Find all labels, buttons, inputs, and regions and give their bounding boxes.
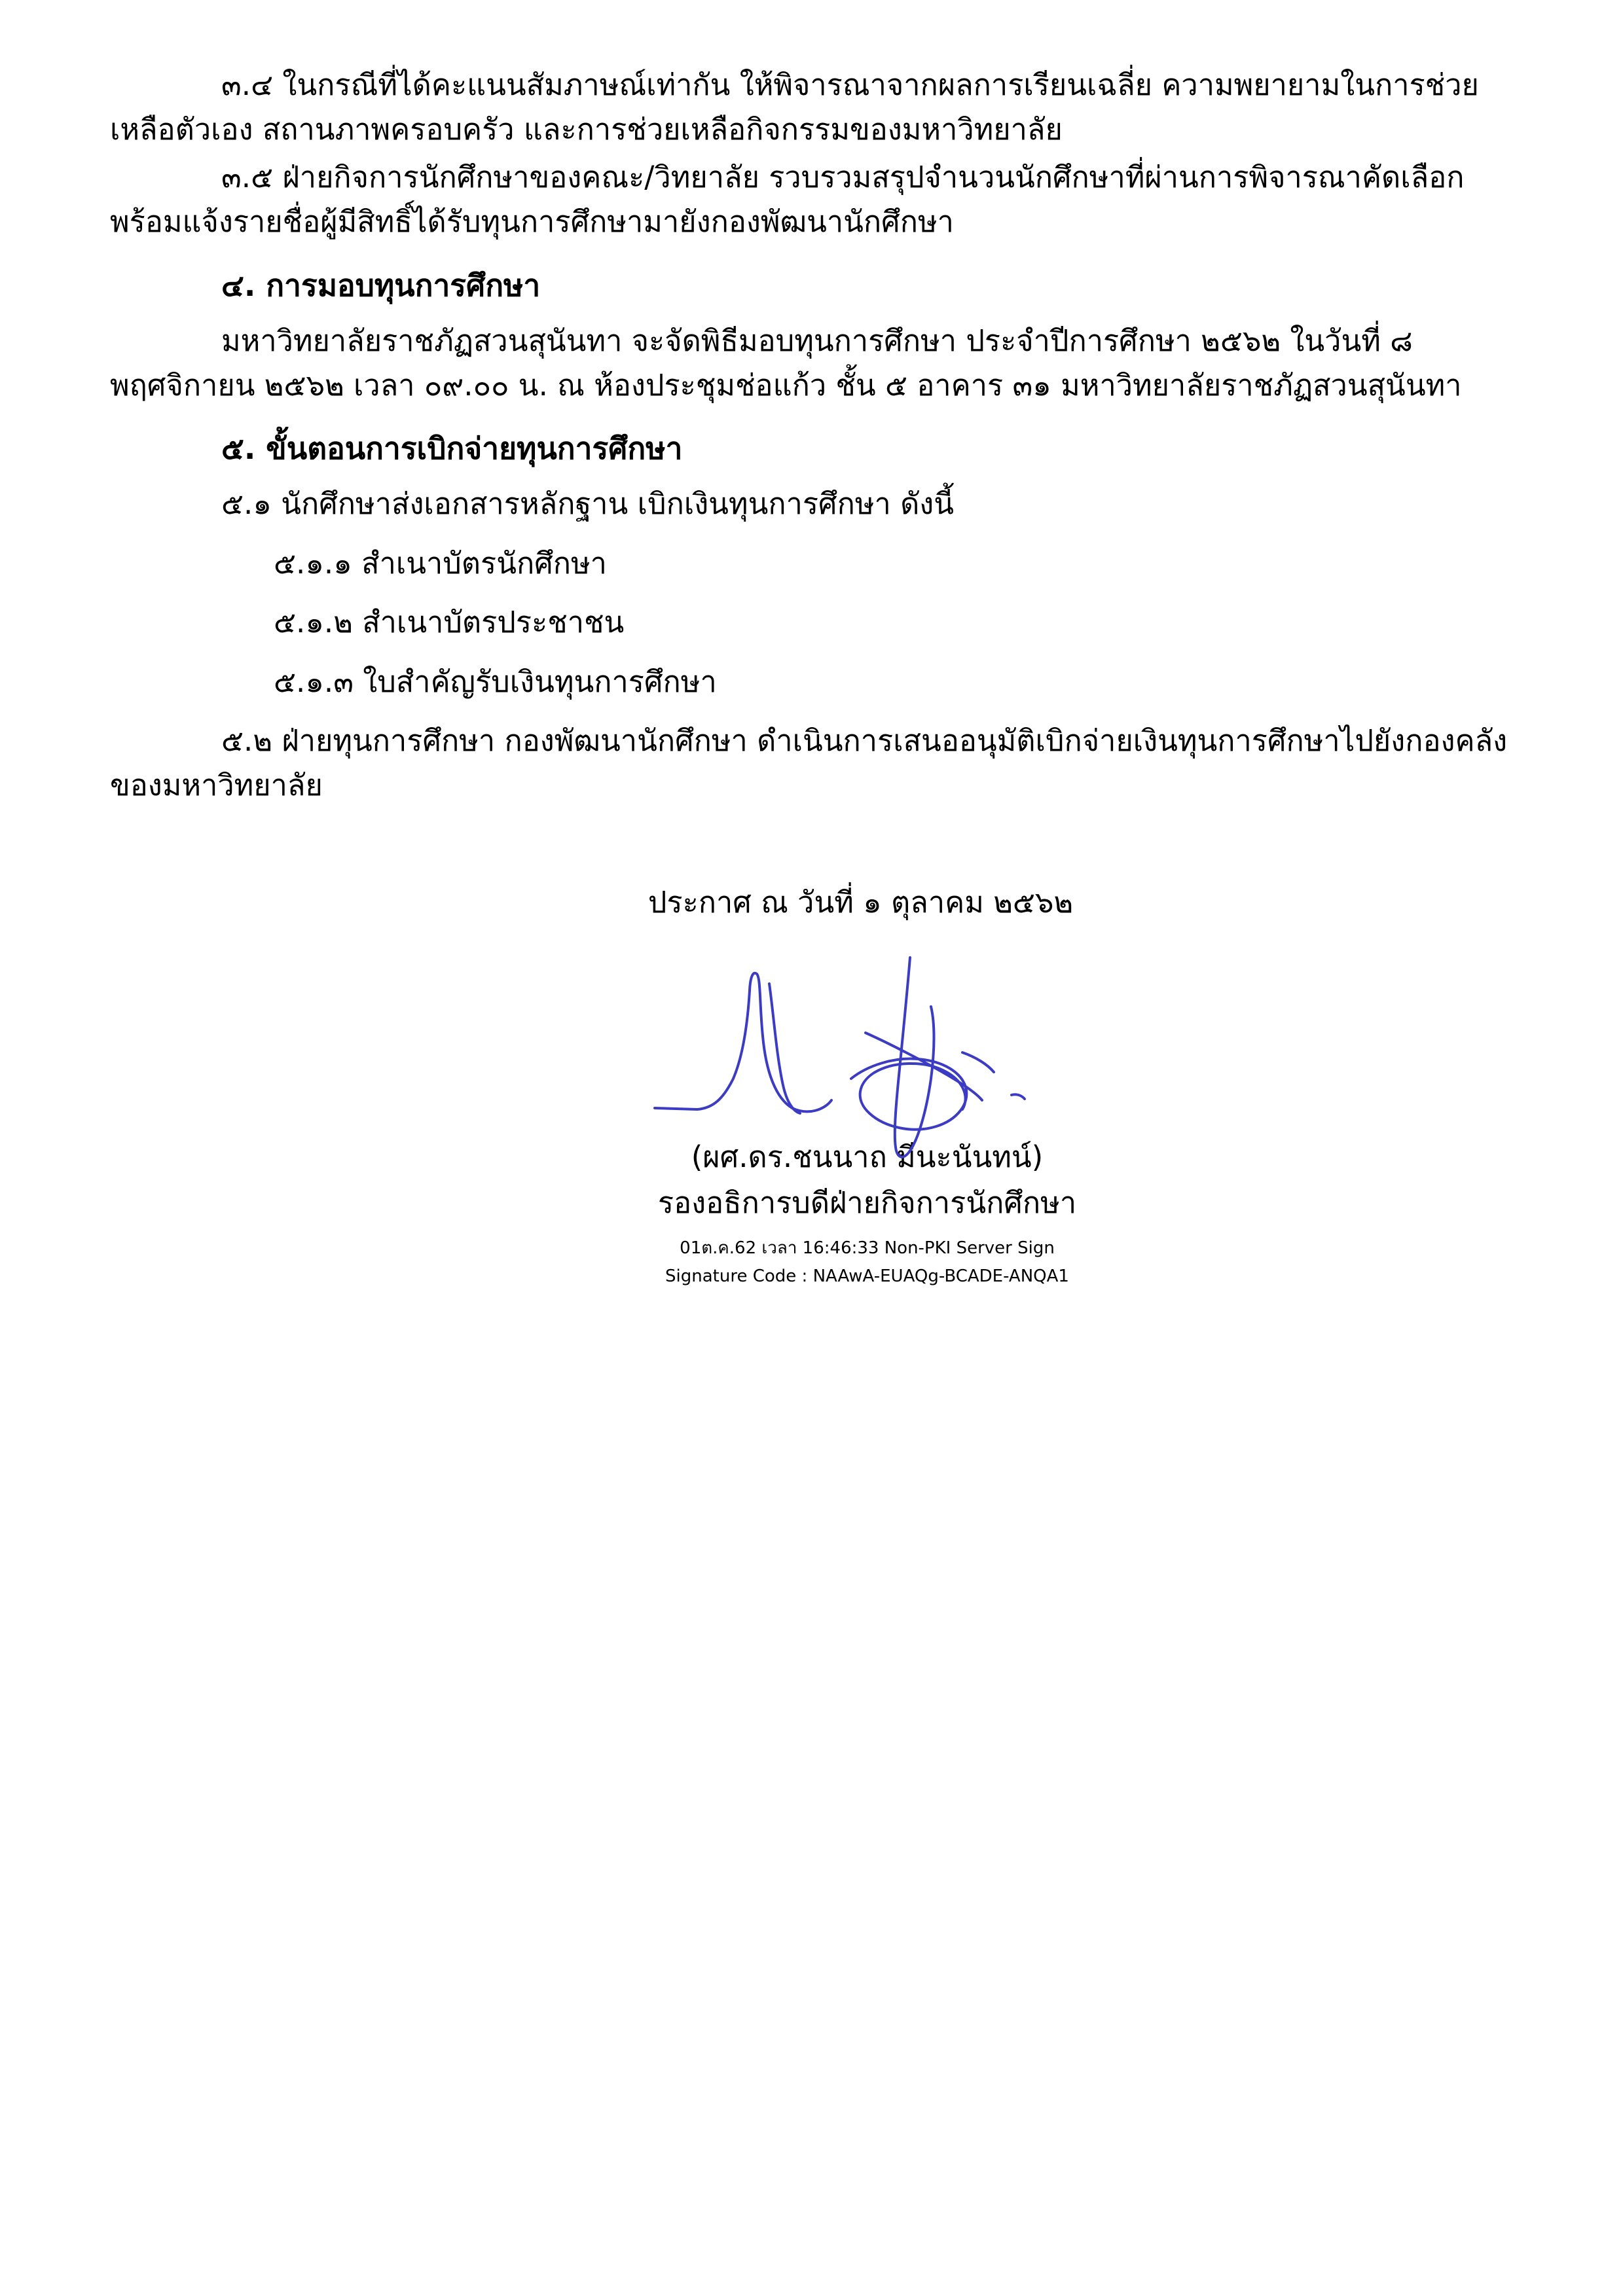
handwritten-signature-icon	[635, 944, 1106, 1180]
signature-area	[110, 938, 1513, 1287]
spacer	[110, 648, 1513, 660]
spacer	[110, 707, 1513, 719]
paragraph-item-5-1: ๕.๑ นักศึกษาส่งเอกสารหลักฐาน เบิกเงินทุนการศึกษา ดังนี้	[221, 486, 955, 522]
signer-position: รองอธิการบดีฝ่ายกิจการนักศึกษา	[657, 1185, 1077, 1220]
signer-name: (ผศ.ดร.ชนนาถ มีนะนันทน์)	[691, 1139, 1044, 1175]
paragraph-section-4: มหาวิทยาลัยราชภัฏสวนสุนันทา จะจัดพิธีมอบทุนการศึกษา ประจำปีการศึกษา ๒๕๖๒ ในวันที่ ๘ พฤศจิกายน ๒๕๖๒ เวลา ๐๙.๐๐ น. ณ ห้องประชุมช่อแก้ว ชั้น ๕ อาคาร ๓๑ มหาวิทยาลัยราชภัฏสวนสุนันทา	[110, 323, 1462, 403]
paragraph-item-3-5: ๓.๕ ฝ่ายกิจการนักศึกษาของคณะ/วิทยาลัย รวบรวมสรุปจำนวนนักศึกษาที่ผ่านการพิจารณาคัดเลือก พร้อมแจ้งรายชื่อผู้มีสิทธิ์ได้รับทุนการศึกษามายังกองพัฒนานักศึกษา	[110, 159, 1465, 240]
spacer	[110, 529, 1513, 541]
spacer	[110, 588, 1513, 600]
heading-section-5: ๕. ขั้นตอนการเบิกจ่ายทุนการศึกษา	[221, 431, 683, 467]
paragraph-item-5-1-2: ๕.๑.๒ สำเนาบัตรประชาชน	[274, 605, 625, 640]
paragraph-item-5-2: ๕.๒ ฝ่ายทุนการศึกษา กองพัฒนานักศึกษา ดำเนินการเสนออนุมัติเบิกจ่ายเงินทุนการศึกษาไปยังกองคลังของมหาวิทยาลัย	[110, 723, 1508, 803]
heading-section-4: ๔. การมอบทุนการศึกษา	[221, 267, 541, 303]
signature-timestamp: 01ต.ค.62 เวลา 16:46:33 Non-PKI Server Sign	[680, 1238, 1055, 1258]
signature-code: Signature Code : NAAwA-EUAQg-BCADE-ANQA1	[665, 1266, 1069, 1287]
paragraph-item-5-1-1: ๕.๑.๑ สำเนาบัตรนักศึกษา	[274, 545, 607, 581]
announcement-date: ประกาศ ณ วันที่ ๑ ตุลาคม ๒๕๖๒	[647, 884, 1074, 920]
paragraph-item-5-1-3: ๕.๑.๓ ใบสำคัญรับเงินทุนการศึกษา	[274, 664, 717, 699]
paragraph-item-3-4: ๓.๔ ในกรณีที่ได้คะแนนสัมภาษณ์เท่ากัน ให้พิจารณาจากผลการเรียนเฉลี่ย ความพยายามในการช่วยเหลือตัวเอง สถานภาพครอบครัว และการช่วยเหลือกิจกรรมของมหาวิทยาลัย	[110, 67, 1479, 147]
